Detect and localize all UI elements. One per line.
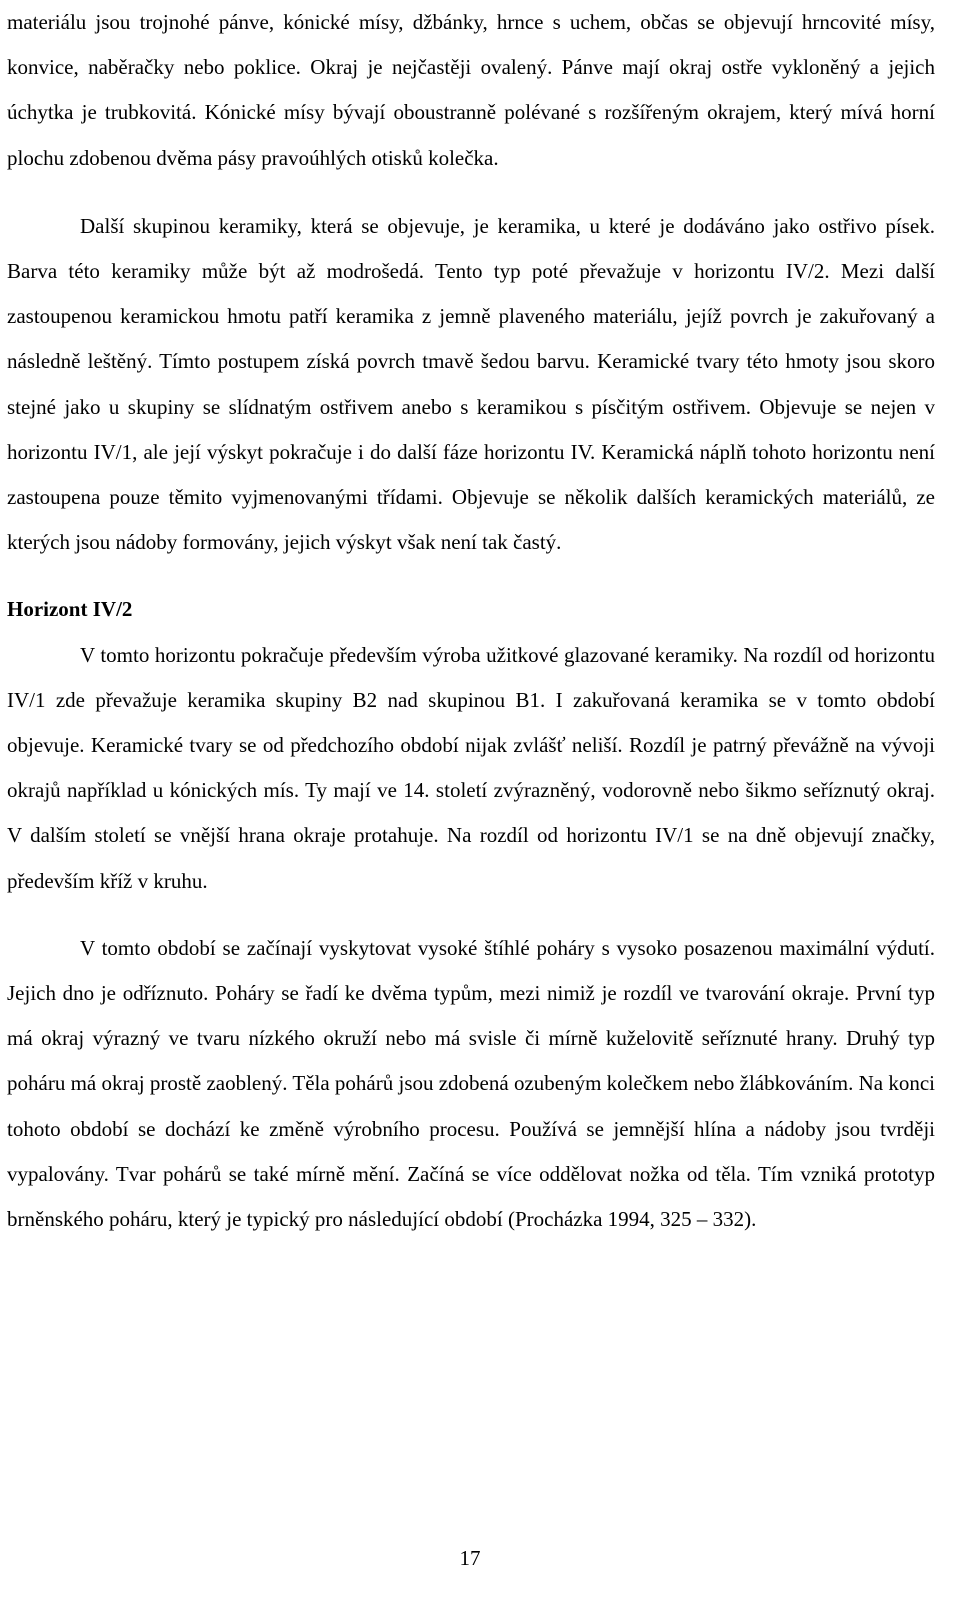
- page-number: 17: [459, 1546, 481, 1570]
- section-heading: Horizont IV/2: [7, 597, 133, 622]
- paragraph-continuation: materiálu jsou trojnohé pánve, kónické mísy, džbánky, hrnce s uchem, občas se objevují hrncovité mísy, konvice, naběračky nebo poklice. Okraj je nejčastěji ovalený. Pánve mají okraj ostře vykloněný a jejich úchytka je trubkovitá. Kónické mísy bývají oboustranně polévané s rozšířeným okrajem, který mívá horní plochu zdobenou dvěma pásy pravoúhlých otisků kolečka.: [7, 10, 935, 170]
- paragraph-goblets: V tomto období se začínají vyskytovat vysoké štíhlé poháry s vysoko posazenou maximální výdutí. Jejich dno je odříznuto. Poháry se řadí ke dvěma typům, mezi nimiž je rozdíl ve tvarování okraje. První typ má okraj výrazný ve tvaru nízkého okruží nebo má svisle či mírně kuželovitě seříznuté hrany. Druhý typ poháru má okraj prostě zaoblený. Těla pohárů jsou zdobená ozubeným kolečkem nebo žlábkováním. Na konci tohoto období se dochází ke změně výrobního procesu. Používá se jemnější hlína a nádoby jsou tvrději vypalovány. Tvar pohárů se také mírně mění. Začíná se více oddělovat nožka od těla. Tím vzniká prototyp brněnského poháru, který je typický pro následující období (Procházka 1994, 325 – 332).: [7, 935, 935, 1232]
- paragraph-ceramics-groups: Další skupinou keramiky, která se objevuje, je keramika, u které je dodáváno jako ostřivo písek. Barva této keramiky může být až modrošedá. Tento typ poté převažuje v horizontu IV/2. Mezi další zastoupenou keramickou hmotu patří keramika z jemně plaveného materiálu, jejíž povrch je zakuřovaný a následně leštěný. Tímto postupem získá povrch tmavě šedou barvu. Keramické tvary této hmoty jsou skoro stejné jako u skupiny se slídnatým ostřivem anebo s keramikou s písčitým ostřivem. Objevuje se nejen v horizontu IV/1, ale její výskyt pokračuje i do další fáze horizontu IV. Keramická náplň tohoto horizontu není zastoupena pouze těmito vyjmenovanými třídami. Objevuje se několik dalších keramických materiálů, ze kterých jsou nádoby formovány, jejich výskyt však není tak častý.: [7, 213, 935, 555]
- document-page: [7, 0, 935, 1242]
- paragraph-horizon-production: V tomto horizontu pokračuje především výroba užitkové glazované keramiky. Na rozdíl od horizontu IV/1 zde převažuje keramika skupiny B2 nad skupinou B1. I zakuřovaná keramika se v tomto období objevuje. Keramické tvary se od předchozího období nijak zvlášť neliší. Rozdíl je patrný převážně na vývoji okrajů například u kónických mís. Ty mají ve 14. století zvýrazněný, vodorovně nebo šikmo seříznutý okraj. V dalším století se vnější hrana okraje protahuje. Na rozdíl od horizontu IV/1 se na dně objevují značky, především kříž v kruhu.: [7, 642, 935, 893]
